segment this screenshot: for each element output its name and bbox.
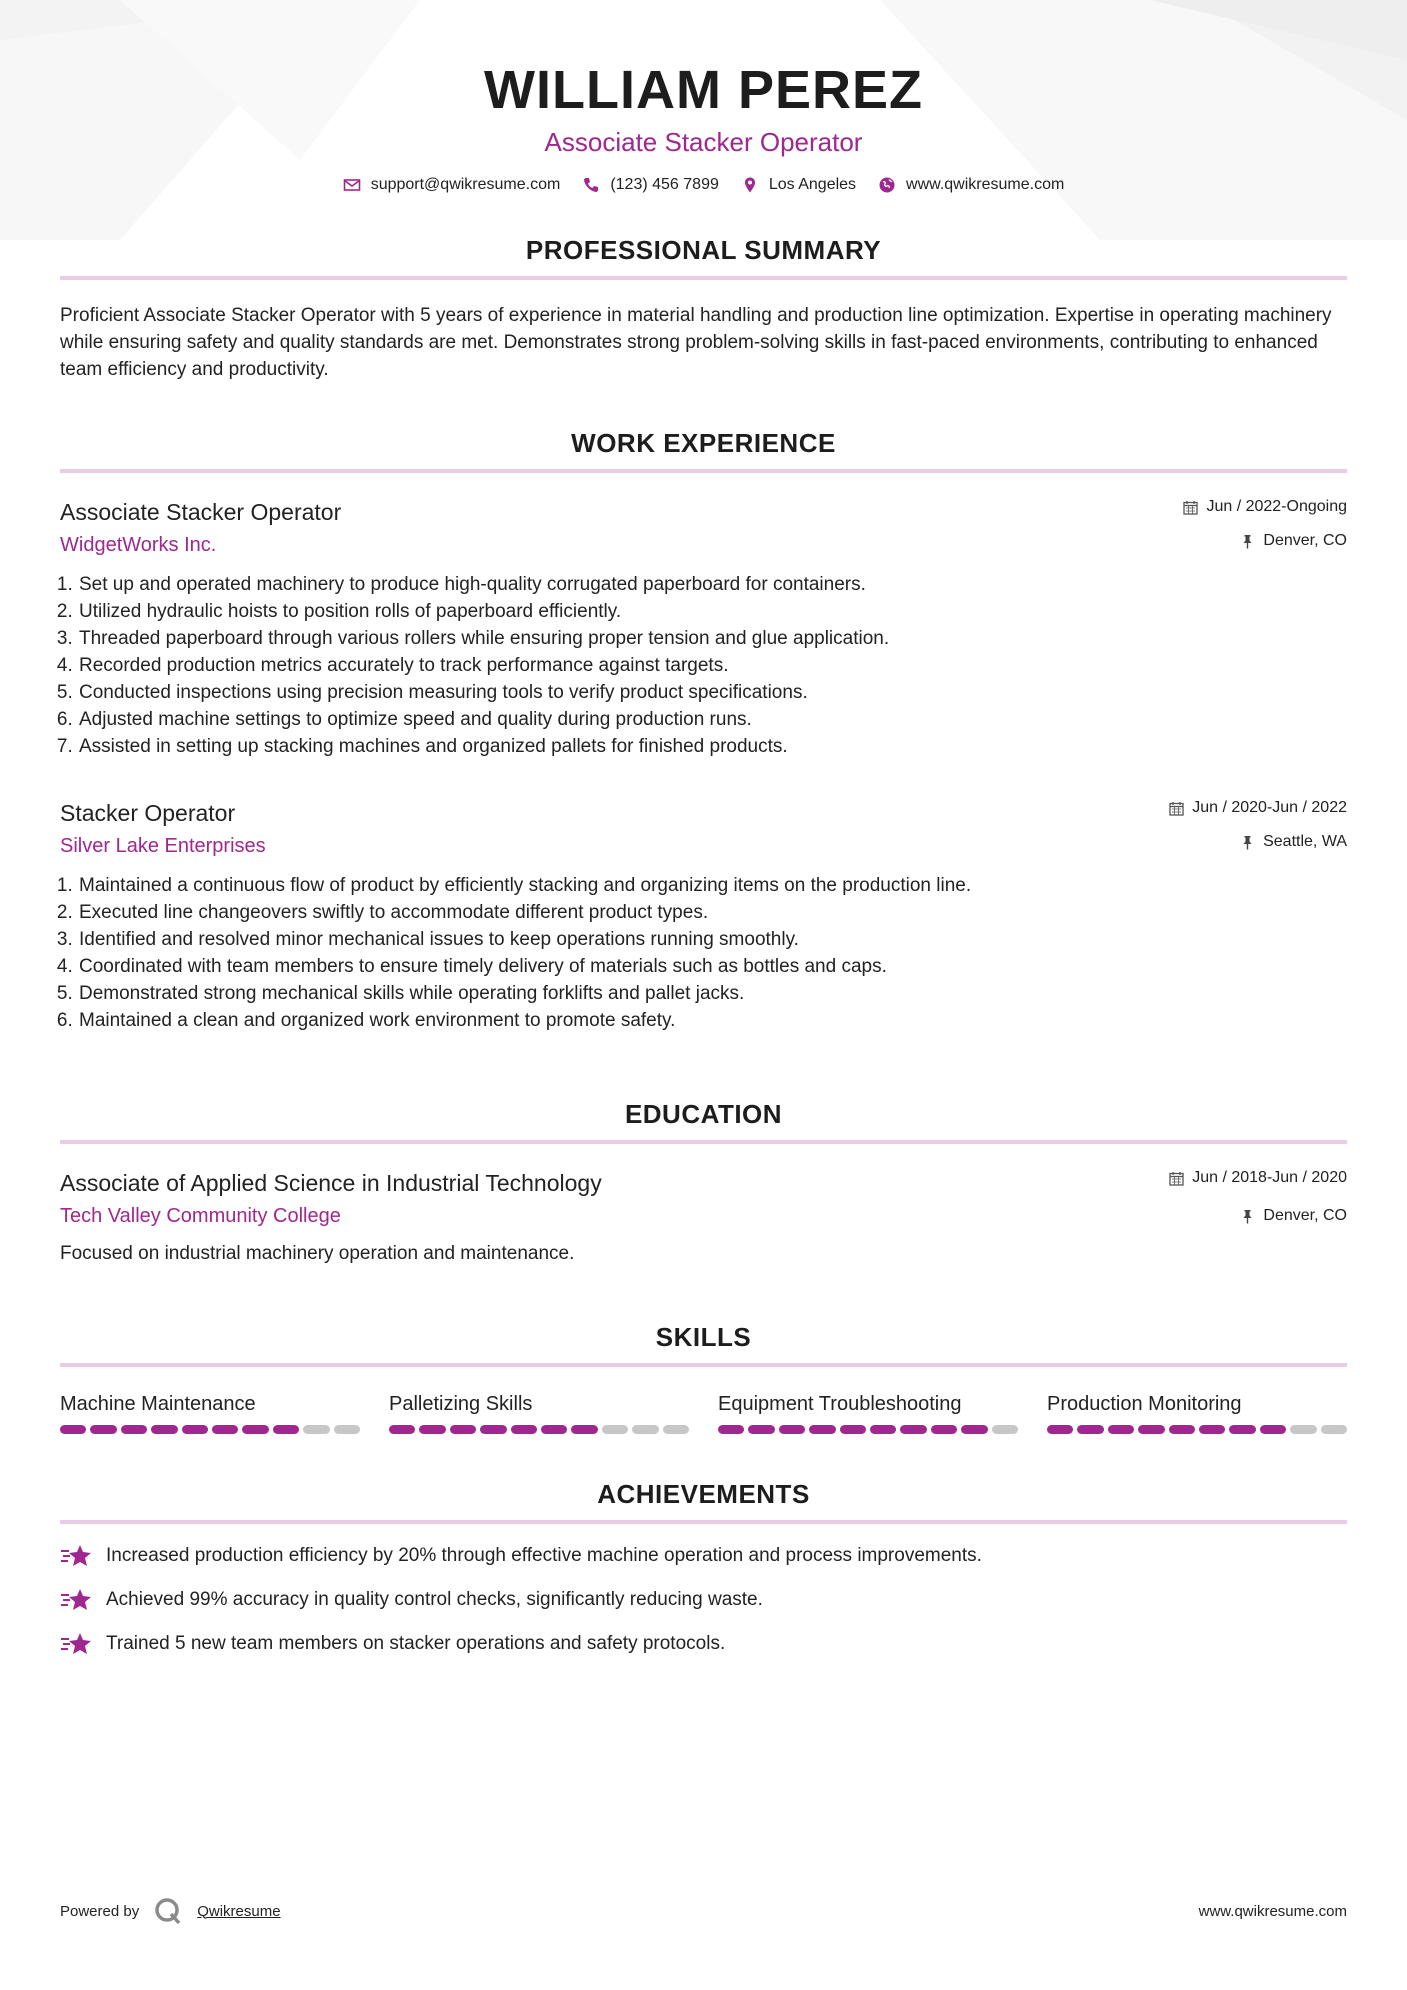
- skill-item: [1047, 1391, 1347, 1434]
- job-dates-text: Jun / 2020-Jun / 2022: [1192, 799, 1347, 816]
- skill-rating-segment: [931, 1425, 957, 1434]
- skill-rating-bar: [389, 1425, 689, 1434]
- duty-item: 4. Recorded production metrics accurately to track performance against targets.: [78, 652, 1347, 679]
- contact-phone[interactable]: [582, 176, 719, 194]
- skill-item: [60, 1391, 360, 1434]
- contact-location: [741, 176, 856, 194]
- job-entry: [60, 497, 1347, 760]
- school-name: Tech Valley Community College: [60, 1205, 341, 1227]
- education-dates: [1169, 1168, 1347, 1188]
- degree-title: Associate of Applied Science in Industrial Technology: [60, 1170, 602, 1196]
- skills-list: [60, 1391, 1347, 1434]
- skill-rating-segment: [1290, 1425, 1316, 1434]
- achievements-section: [60, 1478, 1347, 1658]
- skill-rating-segment: [1169, 1425, 1195, 1434]
- skill-rating-segment: [663, 1425, 689, 1434]
- skill-rating-segment: [90, 1425, 116, 1434]
- skill-rating-segment: [1260, 1425, 1286, 1434]
- skill-rating-segment: [511, 1425, 537, 1434]
- skill-rating-segment: [1108, 1425, 1134, 1434]
- skill-rating-segment: [242, 1425, 268, 1434]
- job-dates: [1183, 497, 1347, 517]
- skill-rating-segment: [809, 1425, 835, 1434]
- skill-rating-segment: [419, 1425, 445, 1434]
- pushpin-icon: [1240, 1209, 1255, 1224]
- skill-rating-segment: [541, 1425, 567, 1434]
- candidate-name: WILLIAM PEREZ: [484, 60, 923, 120]
- education-section: [60, 1098, 1347, 1267]
- duty-item: 7. Assisted in setting up stacking machines and organized pallets for finished products.: [78, 733, 1347, 760]
- skill-rating-segment: [1077, 1425, 1103, 1434]
- shooting-star-icon: [60, 1586, 92, 1614]
- skill-rating-segment: [632, 1425, 658, 1434]
- duty-item: 5. Demonstrated strong mechanical skills while operating forklifts and pallet jacks.: [78, 980, 1347, 1007]
- skill-rating-segment: [718, 1425, 744, 1434]
- duty-item: 1. Maintained a continuous flow of product by efficiently stacking and organizing items on the production line.: [78, 872, 1347, 899]
- achievement-text: Increased production efficiency by 20% through effective machine operation and process improvements.: [106, 1545, 982, 1566]
- achievements-list: [60, 1542, 1347, 1658]
- job-location-text: Seattle, WA: [1263, 833, 1347, 850]
- phone-icon: [582, 176, 600, 194]
- shooting-star-icon: [60, 1542, 92, 1570]
- skill-item: [718, 1391, 1018, 1434]
- skill-rating-bar: [718, 1425, 1018, 1434]
- skill-rating-segment: [450, 1425, 476, 1434]
- envelope-icon: [343, 176, 361, 194]
- education-dates-text: Jun / 2018-Jun / 2020: [1192, 1169, 1347, 1186]
- skill-rating-segment: [571, 1425, 597, 1434]
- pushpin-icon: [1240, 534, 1255, 549]
- skill-name: Machine Maintenance: [60, 1393, 256, 1415]
- skill-rating-segment: [1229, 1425, 1255, 1434]
- skill-rating-segment: [334, 1425, 360, 1434]
- achievement-item: [60, 1586, 1347, 1614]
- skill-rating-bar: [1047, 1425, 1347, 1434]
- achievement-text: Achieved 99% accuracy in quality control checks, significantly reducing waste.: [106, 1589, 763, 1610]
- skill-rating-segment: [273, 1425, 299, 1434]
- education-location: [1169, 1206, 1347, 1226]
- education-description: Focused on industrial machinery operation and maintenance.: [60, 1243, 575, 1264]
- achievements-heading: ACHIEVEMENTS: [60, 1478, 1347, 1524]
- resume-header: [60, 0, 1347, 194]
- education-entry: [60, 1168, 1347, 1267]
- skill-rating-segment: [1199, 1425, 1225, 1434]
- job-location: [1183, 531, 1347, 551]
- skill-rating-segment: [182, 1425, 208, 1434]
- job-entry: [60, 798, 1347, 1034]
- experience-heading: WORK EXPERIENCE: [60, 427, 1347, 473]
- skill-rating-segment: [480, 1425, 506, 1434]
- map-pin-icon: [741, 176, 759, 194]
- duty-item: 6. Maintained a clean and organized work environment to promote safety.: [78, 1007, 1347, 1034]
- duty-item: 2. Executed line changeovers swiftly to accommodate different product types.: [78, 899, 1347, 926]
- skill-rating-segment: [151, 1425, 177, 1434]
- powered-by-label: Powered by: [60, 1902, 140, 1920]
- achievement-text: Trained 5 new team members on stacker operations and safety protocols.: [106, 1633, 726, 1654]
- skill-rating-bar: [60, 1425, 360, 1434]
- duty-list: [60, 571, 1347, 760]
- contact-email[interactable]: [343, 176, 561, 194]
- contact-phone-text: (123) 456 7899: [610, 176, 719, 193]
- footer-branding: [60, 1896, 281, 1926]
- calendar-icon: [1169, 1171, 1184, 1186]
- candidate-title: Associate Stacker Operator: [544, 127, 863, 157]
- globe-icon: [878, 176, 896, 194]
- job-dates: [1169, 798, 1347, 818]
- summary-heading: PROFESSIONAL SUMMARY: [60, 234, 1347, 280]
- skill-rating-segment: [840, 1425, 866, 1434]
- skill-name: Production Monitoring: [1047, 1393, 1242, 1415]
- skill-rating-segment: [992, 1425, 1018, 1434]
- skill-rating-segment: [602, 1425, 628, 1434]
- skill-rating-segment: [60, 1425, 86, 1434]
- experience-section: [60, 427, 1347, 1034]
- skill-rating-segment: [1138, 1425, 1164, 1434]
- pushpin-icon: [1240, 835, 1255, 850]
- duty-list: [60, 872, 1347, 1034]
- job-title: Stacker Operator: [60, 800, 236, 826]
- duty-item: 6. Adjusted machine settings to optimize speed and quality during production runs.: [78, 706, 1347, 733]
- skills-section: [60, 1321, 1347, 1434]
- duty-item: 2. Utilized hydraulic hoists to position rolls of paperboard efficiently.: [78, 598, 1347, 625]
- education-heading: EDUCATION: [60, 1098, 1347, 1144]
- company-name: Silver Lake Enterprises: [60, 835, 266, 857]
- job-dates-text: Jun / 2022-Ongoing: [1206, 498, 1347, 515]
- skill-rating-segment: [961, 1425, 987, 1434]
- skill-rating-segment: [748, 1425, 774, 1434]
- skills-heading: SKILLS: [60, 1321, 1347, 1367]
- job-location-text: Denver, CO: [1263, 532, 1347, 549]
- skill-rating-segment: [303, 1425, 329, 1434]
- qwikresume-link[interactable]: Qwikresume: [197, 1902, 281, 1920]
- contact-website[interactable]: [878, 176, 1064, 194]
- summary-section: [60, 234, 1347, 383]
- qwikresume-logo-icon: [153, 1896, 183, 1926]
- skill-name: Equipment Troubleshooting: [718, 1393, 962, 1415]
- contact-bar: [60, 176, 1347, 194]
- job-title: Associate Stacker Operator: [60, 499, 342, 525]
- duty-item: 1. Set up and operated machinery to produce high-quality corrugated paperboard for containers.: [78, 571, 1347, 598]
- summary-text: Proficient Associate Stacker Operator with 5 years of experience in material handling and production line optimization. Expertise in operating machinery while ensuring safety and quality standards are met. Demonstrates strong problem-solving skills in fast-paced environments, contributing to enhanced team efficiency and productivity.: [60, 305, 1332, 380]
- calendar-icon: [1169, 801, 1184, 816]
- achievement-item: [60, 1630, 1347, 1658]
- achievement-item: [60, 1542, 1347, 1570]
- shooting-star-icon: [60, 1630, 92, 1658]
- skill-item: [389, 1391, 689, 1434]
- job-location: [1169, 832, 1347, 852]
- skill-name: Palletizing Skills: [389, 1393, 533, 1415]
- company-name: WidgetWorks Inc.: [60, 534, 217, 556]
- duty-item: 5. Conducted inspections using precision measuring tools to verify product specifications.: [78, 679, 1347, 706]
- contact-website-text: www.qwikresume.com: [906, 176, 1065, 193]
- education-location-text: Denver, CO: [1263, 1207, 1347, 1224]
- skill-rating-segment: [121, 1425, 147, 1434]
- footer-website[interactable]: www.qwikresume.com: [1198, 1902, 1347, 1920]
- skill-rating-segment: [779, 1425, 805, 1434]
- skill-rating-segment: [1047, 1425, 1073, 1434]
- skill-rating-segment: [900, 1425, 926, 1434]
- skill-rating-segment: [870, 1425, 896, 1434]
- duty-item: 4. Coordinated with team members to ensure timely delivery of materials such as bottles and caps.: [78, 953, 1347, 980]
- skill-rating-segment: [389, 1425, 415, 1434]
- skill-rating-segment: [1321, 1425, 1347, 1434]
- duty-item: 3. Threaded paperboard through various rollers while ensuring proper tension and glue application.: [78, 625, 1347, 652]
- page-footer: [60, 1896, 1347, 1926]
- contact-email-text: support@qwikresume.com: [370, 176, 561, 193]
- contact-location-text: Los Angeles: [768, 176, 857, 193]
- calendar-icon: [1183, 500, 1198, 515]
- skill-rating-segment: [212, 1425, 238, 1434]
- duty-item: 3. Identified and resolved minor mechanical issues to keep operations running smoothly.: [78, 926, 1347, 953]
